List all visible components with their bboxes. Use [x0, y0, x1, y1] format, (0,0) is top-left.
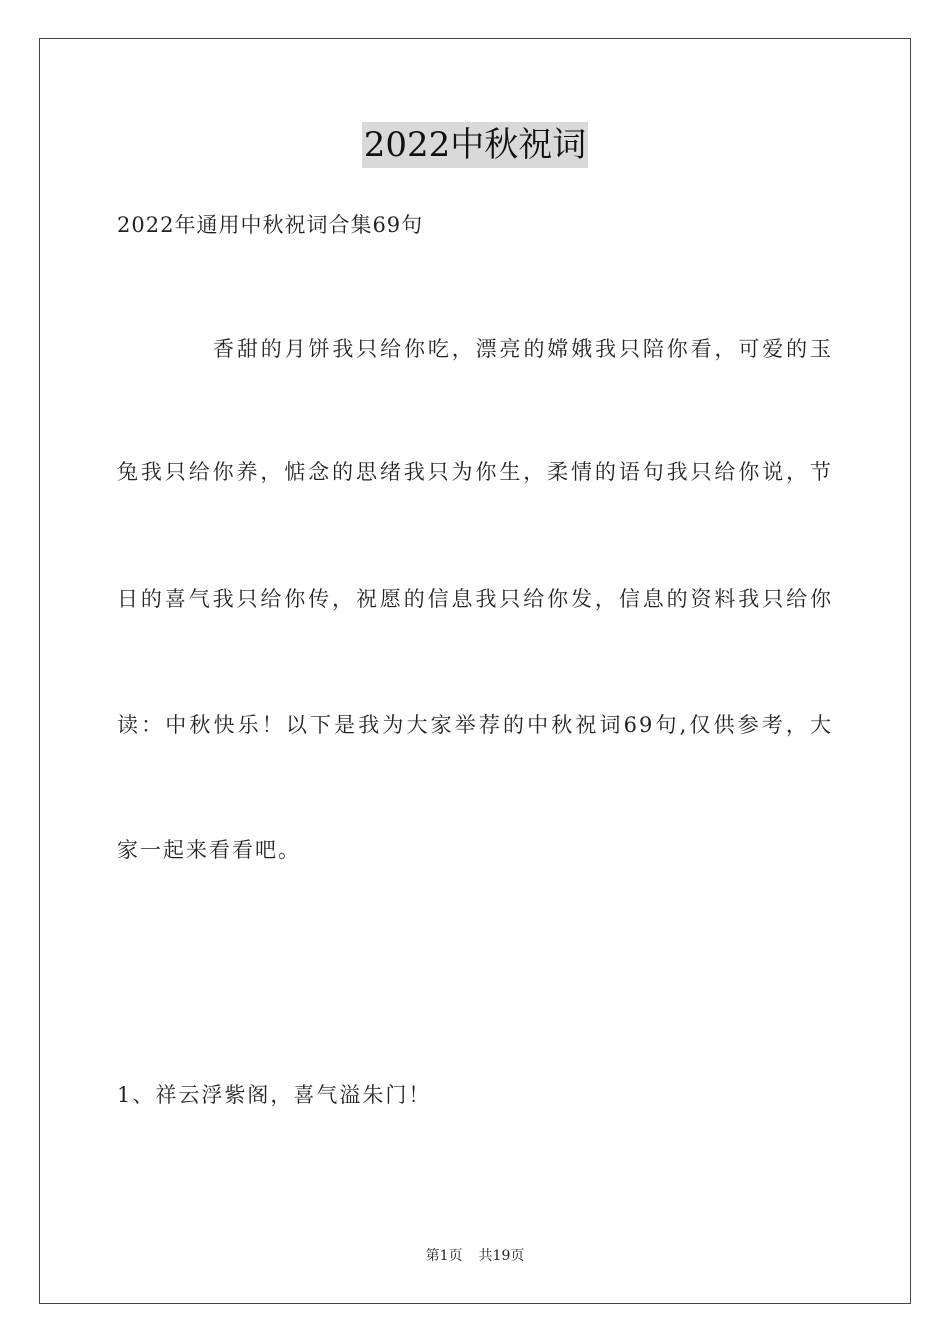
list-item: 1、祥云浮紫阁，喜气溢朱门！: [117, 1083, 432, 1107]
paragraph-line: 香甜的月饼我只给你吃，漂亮的嫦娥我只陪你看，可爱的玉: [213, 337, 833, 361]
title-container: [0, 122, 950, 168]
document-subtitle: 2022年通用中秋祝词合集69句: [117, 213, 424, 237]
paragraph-line: 读：中秋快乐！以下是我为大家举荐的中秋祝词69句,仅供参考，大: [117, 713, 833, 737]
page-number: 第1页: [425, 1248, 463, 1264]
paragraph-line: 家一起来看看吧。: [117, 838, 301, 862]
document-title: 2022中秋祝词: [362, 122, 589, 168]
paragraph-line: 兔我只给你养，惦念的思绪我只为你生，柔情的语句我只给你说，节: [117, 460, 833, 484]
page-footer: [0, 1246, 950, 1266]
paragraph-line: 日的喜气我只给你传，祝愿的信息我只给你发，信息的资料我只给你: [117, 587, 833, 611]
page-total: 共19页: [478, 1248, 525, 1264]
